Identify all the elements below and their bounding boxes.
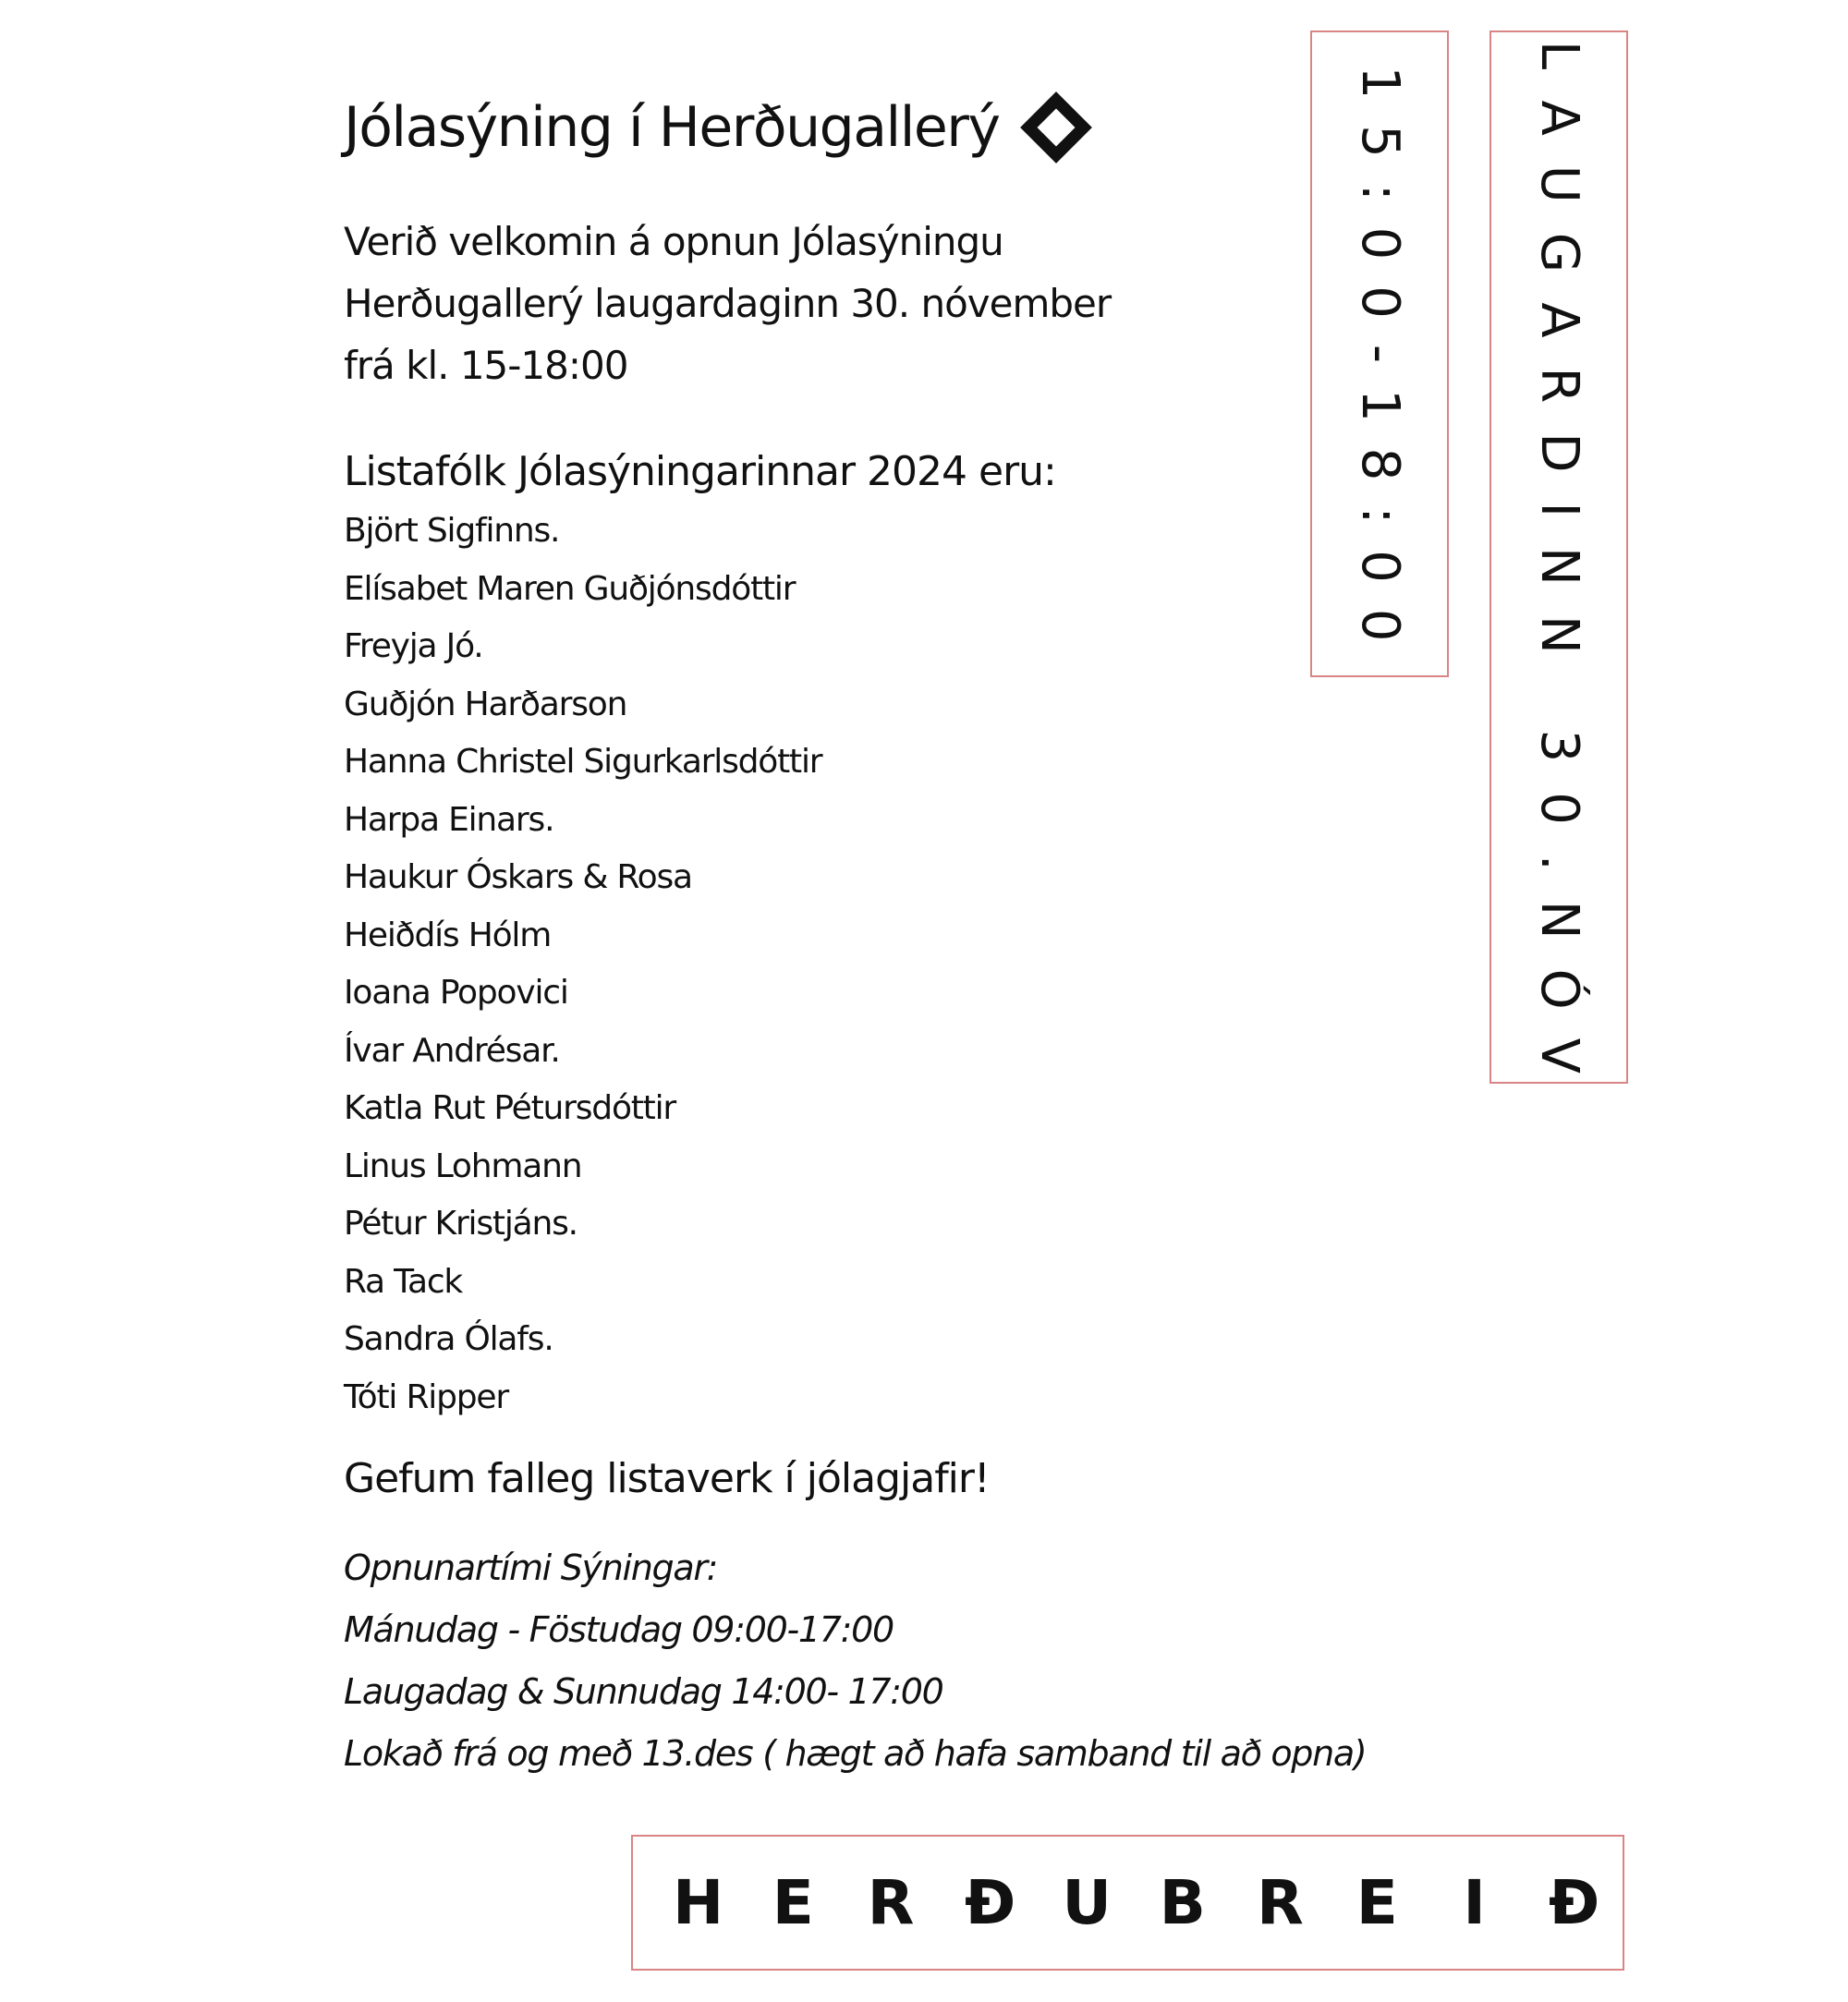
list-item: Ioana Popovici: [344, 974, 568, 1012]
artists-heading: Listafólk Jólasýningarinnar 2024 eru:: [344, 448, 1056, 495]
list-item: Freyja Jó.: [344, 627, 483, 665]
list-item: Linus Lohmann: [344, 1147, 582, 1185]
logo-letter: I: [1463, 1866, 1486, 1938]
time-label: 15:00-18:00: [1350, 66, 1410, 668]
list-item: Elísabet Maren Guðjónsdóttir: [344, 569, 796, 608]
logo-letter: Đ: [964, 1866, 1016, 1938]
list-item: Hanna Christel Sigurkarlsdóttir: [344, 743, 822, 781]
opening-hours-weekdays: Mánudag - Föstudag 09:00-17:00: [344, 1609, 894, 1650]
diamond-icon-graphic: [1019, 91, 1093, 164]
logo-letter: E: [772, 1866, 814, 1938]
list-item: Björt Sigfinns.: [344, 512, 560, 550]
list-item: Tóti Ripper: [344, 1377, 508, 1416]
logo-letter: B: [1159, 1866, 1206, 1938]
list-item: Ívar Andrésar.: [344, 1031, 560, 1070]
list-item: Heiðdís Hólm: [344, 916, 552, 954]
intro-text: Verið velkomin á opnun Jólasýningu Herðugallerý laugardaginn 30. nóvember frá kl. 15-18:00: [344, 219, 1112, 388]
list-item: Ra Tack: [344, 1262, 463, 1301]
logo-wordmark: [673, 1837, 1600, 1969]
tagline: Gefum falleg listaverk í jólagjafir!: [344, 1455, 990, 1502]
opening-hours-weekend: Laugadag & Sunnudag 14:00- 17:00: [344, 1671, 943, 1712]
list-item: Sandra Ólafs.: [344, 1320, 553, 1358]
opening-hours: [344, 1537, 1366, 1785]
list-item: Guðjón Harðarson: [344, 685, 627, 723]
logo-box: [631, 1835, 1624, 1971]
date-label-box: [1489, 30, 1628, 1103]
list-item: Haukur Óskars & Rosa: [344, 858, 692, 896]
logo-letter: E: [1356, 1866, 1398, 1938]
list-item: Pétur Kristjáns.: [344, 1205, 578, 1243]
page-title: Jólasýning í Herðugallerý: [344, 95, 1000, 160]
logo-letter: U: [1062, 1866, 1112, 1938]
logo-letter: H: [673, 1866, 724, 1938]
diamond-icon: [1019, 91, 1093, 164]
list-item: Harpa Einars.: [344, 800, 554, 839]
logo-letter: R: [1256, 1866, 1304, 1938]
list-item: Katla Rut Pétursdóttir: [344, 1089, 676, 1127]
time-label-box: [1310, 30, 1449, 677]
logo-letter: Đ: [1548, 1866, 1600, 1938]
opening-hours-closed-note: Lokað frá og með 13.des ( hægt að hafa samband til að opna): [344, 1733, 1367, 1774]
opening-hours-heading: Opnunartími Sýningar:: [344, 1547, 718, 1588]
artist-list: [344, 503, 821, 1426]
logo-letter: R: [867, 1866, 915, 1938]
title-row: [344, 91, 1093, 164]
date-label: LAUGARDINN 30.NÓV: [1529, 41, 1589, 1103]
